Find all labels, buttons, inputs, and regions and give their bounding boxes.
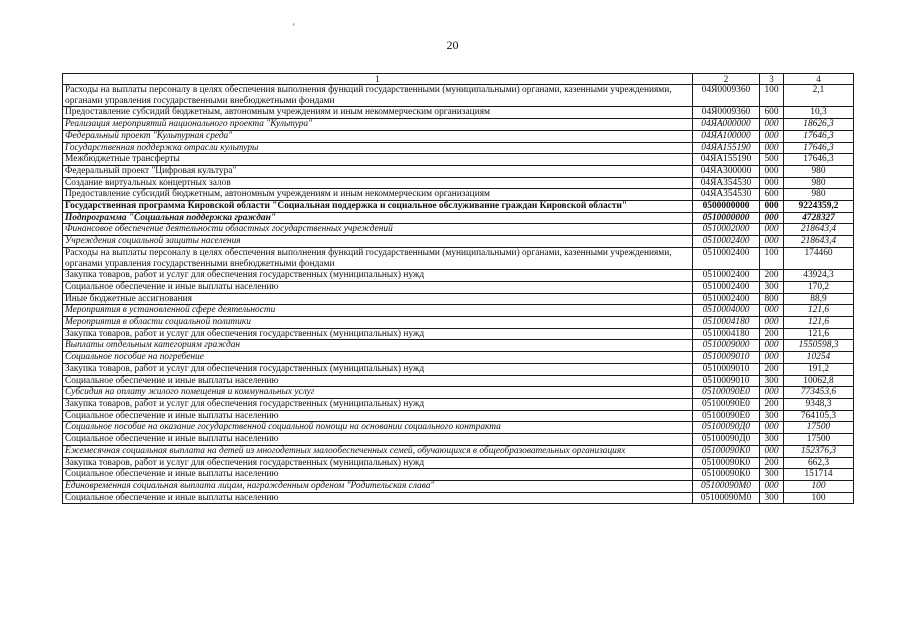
row-amount-cell: 4728327	[784, 212, 854, 224]
row-type-cell: 000	[760, 119, 784, 131]
table-row	[63, 224, 854, 236]
row-type-cell: 000	[760, 317, 784, 329]
row-amount-cell: 152376,3	[784, 445, 854, 457]
row-code-cell: 04ЯА354530	[693, 189, 760, 201]
row-code-cell: 05100090К0	[693, 469, 760, 481]
row-type-cell: 800	[760, 293, 784, 305]
row-name-cell: Выплаты отдельным категориям граждан	[63, 340, 693, 352]
table-row	[63, 410, 854, 422]
table-row	[63, 236, 854, 248]
row-amount-cell: 18626,3	[784, 119, 854, 131]
row-type-cell: 300	[760, 410, 784, 422]
table-row	[63, 154, 854, 166]
row-code-cell: 05100090Е0	[693, 398, 760, 410]
table-row	[63, 247, 854, 269]
row-name-cell: Учреждения социальной защиты населения	[63, 236, 693, 248]
row-name-cell: Государственная поддержка отрасли культуры	[63, 142, 693, 154]
row-code-cell: 0510002400	[693, 293, 760, 305]
row-amount-cell: 191,2	[784, 363, 854, 375]
row-code-cell: 04ЯА100000	[693, 130, 760, 142]
scan-speck: '	[293, 22, 295, 32]
table-row	[63, 328, 854, 340]
table-row	[63, 189, 854, 201]
row-type-cell: 000	[760, 130, 784, 142]
header-cell-4: 4	[784, 74, 854, 85]
table-row	[63, 352, 854, 364]
row-type-cell: 600	[760, 107, 784, 119]
row-name-cell: Государственная программа Кировской области "Социальная поддержка и социальное обслуживание граждан Кировской области"	[63, 201, 693, 213]
row-amount-cell: 10062,8	[784, 375, 854, 387]
row-name-cell: Расходы на выплаты персоналу в целях обеспечения выполнения функций государственными (муниципальными) органами, казенными учреждениями, органами управления государственными внебюджетными фондами	[63, 85, 693, 107]
row-type-cell: 200	[760, 398, 784, 410]
row-name-cell: Иные бюджетные ассигнования	[63, 293, 693, 305]
row-name-cell: Социальное пособие на оказание государственной социальной помощи на основании социального контракта	[63, 422, 693, 434]
row-name-cell: Федеральный проект "Цифровая культура"	[63, 165, 693, 177]
row-type-cell: 000	[760, 422, 784, 434]
row-name-cell: Социальное пособие на погребение	[63, 352, 693, 364]
row-type-cell: 300	[760, 469, 784, 481]
row-amount-cell: 218643,4	[784, 236, 854, 248]
table-row	[63, 270, 854, 282]
row-name-cell: Федеральный проект "Культурная среда"	[63, 130, 693, 142]
row-type-cell: 000	[760, 445, 784, 457]
row-amount-cell: 17646,3	[784, 130, 854, 142]
row-code-cell: 0510004180	[693, 317, 760, 329]
row-code-cell: 0500000000	[693, 201, 760, 213]
table-row	[63, 398, 854, 410]
row-code-cell: 05100090М0	[693, 480, 760, 492]
table-row	[63, 281, 854, 293]
row-amount-cell: 9348,3	[784, 398, 854, 410]
table-row	[63, 340, 854, 352]
row-code-cell: 0510009010	[693, 363, 760, 375]
table-row	[63, 85, 854, 107]
budget-table	[62, 73, 854, 504]
row-name-cell: Социальное обеспечение и иные выплаты населению	[63, 410, 693, 422]
row-amount-cell: 121,6	[784, 317, 854, 329]
budget-table-body	[63, 74, 854, 504]
row-type-cell: 100	[760, 247, 784, 269]
table-row	[63, 177, 854, 189]
header-row	[63, 74, 854, 85]
page-number: 20	[446, 38, 459, 52]
table-row	[63, 212, 854, 224]
row-name-cell: Закупка товаров, работ и услуг для обеспечения государственных (муниципальных) нужд	[63, 270, 693, 282]
row-name-cell: Закупка товаров, работ и услуг для обеспечения государственных (муниципальных) нужд	[63, 457, 693, 469]
row-code-cell: 04ЯА155190	[693, 142, 760, 154]
row-code-cell: 0510009010	[693, 375, 760, 387]
row-amount-cell: 662,3	[784, 457, 854, 469]
row-amount-cell: 1550598,3	[784, 340, 854, 352]
row-code-cell: 0510002400	[693, 247, 760, 269]
row-amount-cell: 17646,3	[784, 142, 854, 154]
table-row	[63, 293, 854, 305]
row-amount-cell: 174460	[784, 247, 854, 269]
row-amount-cell: 773453,6	[784, 387, 854, 399]
row-amount-cell: 121,6	[784, 305, 854, 317]
row-code-cell: 05100090Д0	[693, 422, 760, 434]
row-code-cell: 05100090Д0	[693, 434, 760, 446]
row-type-cell: 000	[760, 142, 784, 154]
row-name-cell: Социальное обеспечение и иные выплаты населению	[63, 281, 693, 293]
row-amount-cell: 43924,3	[784, 270, 854, 282]
row-code-cell: 05100090Е0	[693, 387, 760, 399]
row-type-cell: 000	[760, 480, 784, 492]
row-type-cell: 000	[760, 387, 784, 399]
row-code-cell: 05100090Е0	[693, 410, 760, 422]
table-row	[63, 492, 854, 504]
row-name-cell: Социальное обеспечение и иные выплаты населению	[63, 375, 693, 387]
row-type-cell: 200	[760, 457, 784, 469]
row-type-cell: 000	[760, 201, 784, 213]
row-type-cell: 000	[760, 352, 784, 364]
table-row	[63, 363, 854, 375]
row-amount-cell: 100	[784, 480, 854, 492]
row-code-cell: 0510004000	[693, 305, 760, 317]
row-code-cell: 0510009000	[693, 340, 760, 352]
row-amount-cell: 17500	[784, 434, 854, 446]
row-type-cell: 000	[760, 212, 784, 224]
row-name-cell: Закупка товаров, работ и услуг для обеспечения государственных (муниципальных) нужд	[63, 363, 693, 375]
row-amount-cell: 10254	[784, 352, 854, 364]
row-name-cell: Закупка товаров, работ и услуг для обеспечения государственных (муниципальных) нужд	[63, 398, 693, 410]
table-row	[63, 375, 854, 387]
row-name-cell: Финансовое обеспечение деятельности областных государственных учреждений	[63, 224, 693, 236]
row-amount-cell: 764105,3	[784, 410, 854, 422]
row-amount-cell: 980	[784, 165, 854, 177]
row-type-cell: 600	[760, 189, 784, 201]
row-name-cell: Мероприятия в установленной сфере деятельности	[63, 305, 693, 317]
row-type-cell: 300	[760, 375, 784, 387]
header-cell-1: 1	[63, 74, 693, 85]
row-type-cell: 000	[760, 305, 784, 317]
table-row	[63, 480, 854, 492]
row-type-cell: 300	[760, 492, 784, 504]
row-name-cell: Предоставление субсидий бюджетным, автономным учреждениям и иным некоммерческим организациям	[63, 189, 693, 201]
header-cell-2: 2	[693, 74, 760, 85]
table-row	[63, 305, 854, 317]
row-amount-cell: 218643,4	[784, 224, 854, 236]
row-code-cell: 0510002000	[693, 224, 760, 236]
row-name-cell: Расходы на выплаты персоналу в целях обеспечения выполнения функций государственными (муниципальными) органами, казенными учреждениями, органами управления государственными внебюджетными фондами	[63, 247, 693, 269]
row-amount-cell: 17646,3	[784, 154, 854, 166]
table-row	[63, 165, 854, 177]
row-name-cell: Социальное обеспечение и иные выплаты населению	[63, 434, 693, 446]
row-code-cell: 05100090К0	[693, 445, 760, 457]
header-cell-3: 3	[760, 74, 784, 85]
row-name-cell: Социальное обеспечение и иные выплаты населению	[63, 469, 693, 481]
row-amount-cell: 17500	[784, 422, 854, 434]
row-name-cell: Предоставление субсидий бюджетным, автономным учреждениям и иным некоммерческим организациям	[63, 107, 693, 119]
row-code-cell: 05100090К0	[693, 457, 760, 469]
row-amount-cell: 170,2	[784, 281, 854, 293]
row-code-cell: 04Я0009360	[693, 85, 760, 107]
table-row	[63, 434, 854, 446]
row-code-cell: 0510009010	[693, 352, 760, 364]
table-row	[63, 201, 854, 213]
row-code-cell: 04ЯА155190	[693, 154, 760, 166]
row-amount-cell: 100	[784, 492, 854, 504]
table-row	[63, 469, 854, 481]
table-row	[63, 445, 854, 457]
row-code-cell: 0510002400	[693, 236, 760, 248]
row-type-cell: 200	[760, 270, 784, 282]
row-amount-cell: 121,6	[784, 328, 854, 340]
row-type-cell: 000	[760, 236, 784, 248]
row-amount-cell: 88,9	[784, 293, 854, 305]
row-name-cell: Социальное обеспечение и иные выплаты населению	[63, 492, 693, 504]
row-type-cell: 000	[760, 165, 784, 177]
row-amount-cell: 9224359,2	[784, 201, 854, 213]
row-code-cell: 0510000000	[693, 212, 760, 224]
row-amount-cell: 2,1	[784, 85, 854, 107]
row-type-cell: 000	[760, 177, 784, 189]
row-name-cell: Межбюджетные трансферты	[63, 154, 693, 166]
row-code-cell: 04ЯА300000	[693, 165, 760, 177]
row-name-cell: Создание виртуальных концертных залов	[63, 177, 693, 189]
table-row	[63, 130, 854, 142]
table-row	[63, 422, 854, 434]
table-row	[63, 317, 854, 329]
row-type-cell: 500	[760, 154, 784, 166]
row-name-cell: Реализация мероприятий национального проекта "Культура"	[63, 119, 693, 131]
row-code-cell: 0510002400	[693, 281, 760, 293]
row-name-cell: Мероприятия в области социальной политики	[63, 317, 693, 329]
table-row	[63, 107, 854, 119]
row-code-cell: 04ЯА000000	[693, 119, 760, 131]
row-name-cell: Подпрограмма "Социальная поддержка граждан"	[63, 212, 693, 224]
row-amount-cell: 980	[784, 189, 854, 201]
row-code-cell: 0510002400	[693, 270, 760, 282]
row-code-cell: 04ЯА354530	[693, 177, 760, 189]
row-amount-cell: 980	[784, 177, 854, 189]
table-row	[63, 387, 854, 399]
row-name-cell: Ежемесячная социальная выплата на детей из многодетных малообеспеченных семей, обучающихся в общеобразовательных организациях	[63, 445, 693, 457]
row-type-cell: 100	[760, 85, 784, 107]
row-type-cell: 000	[760, 340, 784, 352]
row-code-cell: 0510004180	[693, 328, 760, 340]
table-row	[63, 142, 854, 154]
row-code-cell: 05100090М0	[693, 492, 760, 504]
table-row	[63, 457, 854, 469]
row-name-cell: Субсидия на оплату жилого помещения и коммунальных услуг	[63, 387, 693, 399]
table-row	[63, 119, 854, 131]
row-code-cell: 04Я0009360	[693, 107, 760, 119]
row-amount-cell: 10,3	[784, 107, 854, 119]
row-type-cell: 000	[760, 224, 784, 236]
row-type-cell: 200	[760, 363, 784, 375]
row-type-cell: 200	[760, 328, 784, 340]
row-name-cell: Единовременная социальная выплата лицам, награжденным орденом "Родительская слава"	[63, 480, 693, 492]
row-type-cell: 300	[760, 434, 784, 446]
row-type-cell: 300	[760, 281, 784, 293]
row-amount-cell: 151714	[784, 469, 854, 481]
row-name-cell: Закупка товаров, работ и услуг для обеспечения государственных (муниципальных) нужд	[63, 328, 693, 340]
